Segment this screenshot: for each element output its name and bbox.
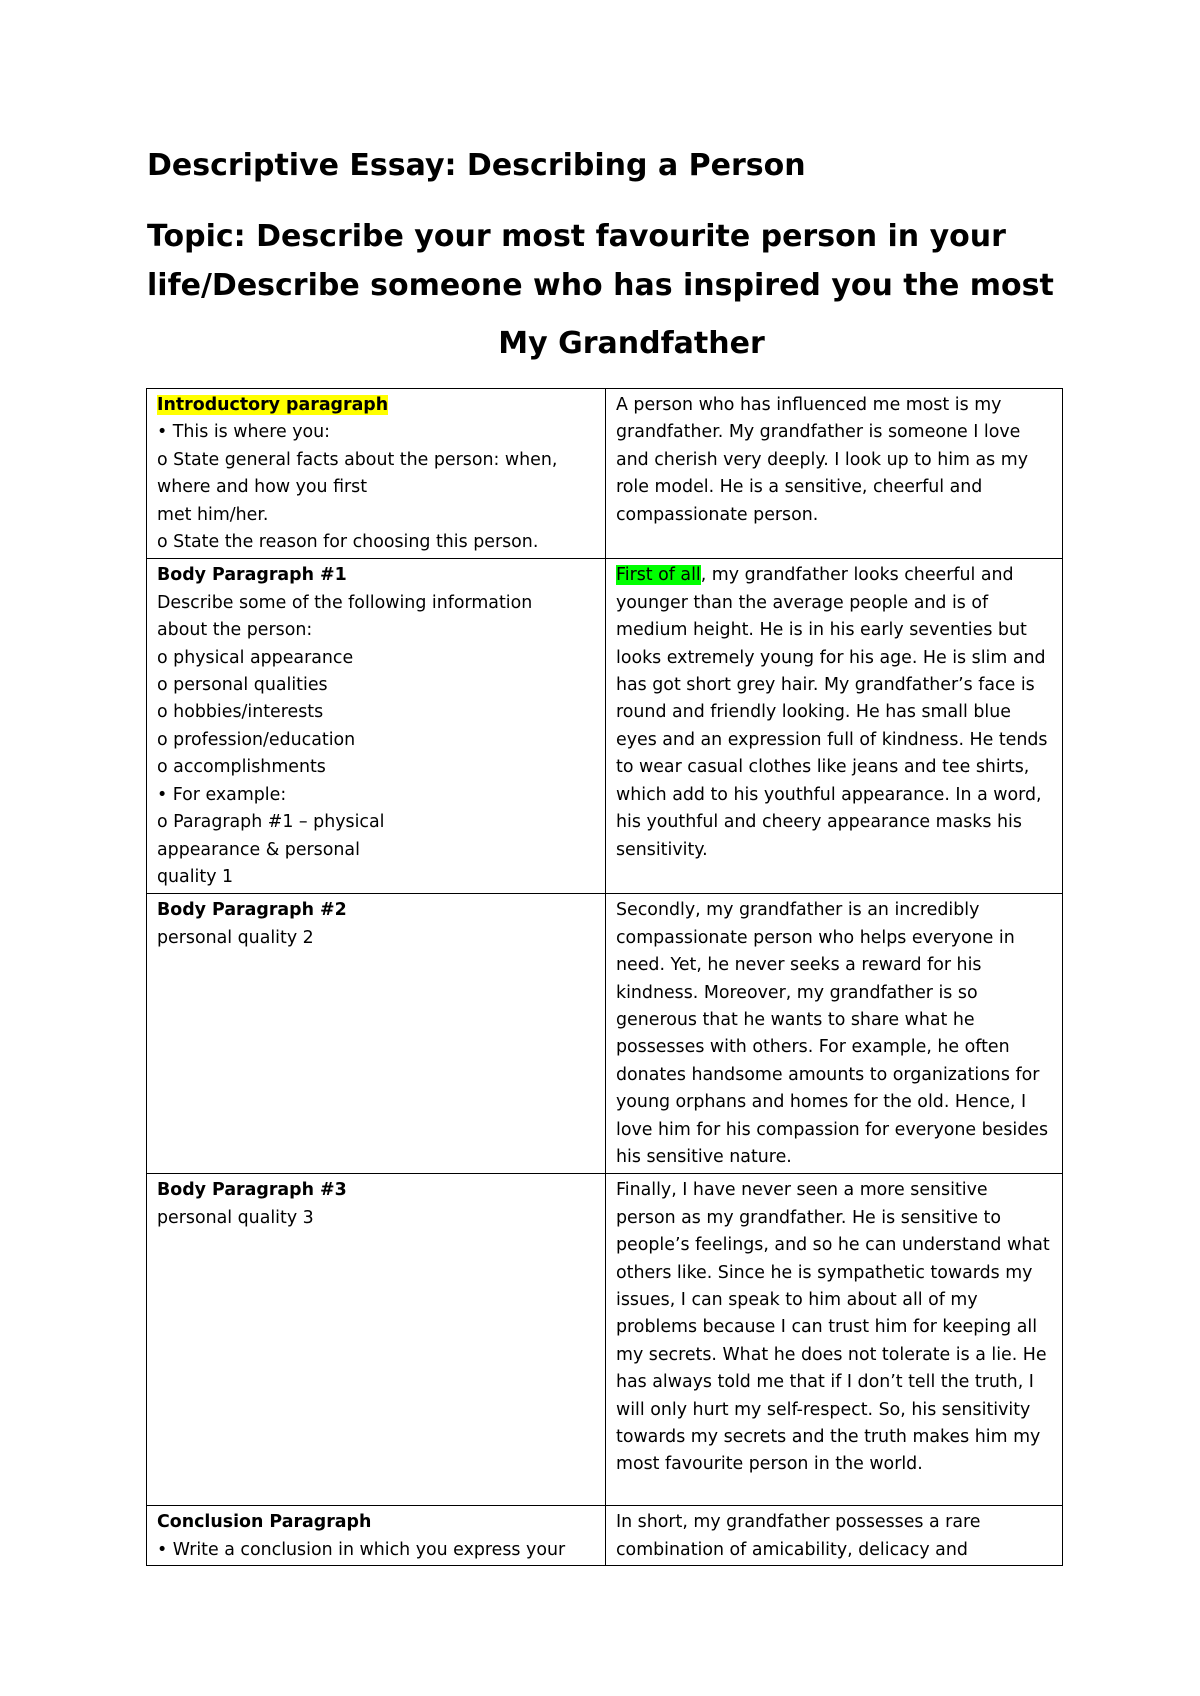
essay-cell bbox=[606, 559, 1063, 894]
guide-line: met him/her. bbox=[157, 504, 269, 525]
guide-line: o physical appearance bbox=[157, 647, 354, 668]
guide-line: o hobbies/interests bbox=[157, 702, 324, 723]
table-row bbox=[147, 1506, 1063, 1566]
guide-line: personal quality 2 bbox=[157, 927, 314, 948]
guide-line: • For example: bbox=[157, 784, 287, 805]
essay-paragraph: , my grandfather looks cheerful and younger than the average people and is of medium height. He is in his early seventies but looks extremely young for his age. He is slim and has got short grey hair. My grandfather’s face is round and friendly looking. He has small blue eyes and an expression full of kindness. He tends to wear casual clothes like jeans and tee shirts, which add to his youthful appearance. In a word, his youthful and cheery appearance masks his sensitivity. bbox=[616, 565, 1048, 860]
table-row bbox=[147, 1174, 1063, 1506]
cell-clip bbox=[616, 1509, 1052, 1563]
guide-line: o State general facts about the person: when, bbox=[157, 449, 558, 470]
guide-line: Describe some of the following information bbox=[157, 592, 533, 613]
guide-line: about the person: bbox=[157, 620, 313, 641]
table-row bbox=[147, 389, 1063, 559]
table-row bbox=[147, 894, 1063, 1174]
section-heading: Body Paragraph #2 bbox=[157, 900, 347, 921]
essay-outline-table bbox=[146, 388, 1063, 1566]
essay-title: My Grandfather bbox=[498, 326, 765, 361]
cell-clip bbox=[157, 1509, 595, 1563]
topic-heading bbox=[147, 212, 1077, 310]
guide-line: o profession/education bbox=[157, 729, 356, 750]
guide-line: appearance & personal bbox=[157, 839, 360, 860]
guide-line: • This is where you: bbox=[157, 422, 331, 443]
guide-line: quality 1 bbox=[157, 866, 234, 887]
topic-line: Topic: Describe your most favourite person in your bbox=[147, 219, 1006, 254]
essay-paragraph: In short, my grandfather possesses a rare combination of amicability, delicacy and bbox=[616, 1512, 981, 1560]
guide-line: personal quality 3 bbox=[157, 1207, 314, 1228]
guide-cell bbox=[147, 1506, 606, 1566]
essay-cell bbox=[606, 894, 1063, 1174]
essay-cell bbox=[606, 1174, 1063, 1506]
guide-line: o personal qualities bbox=[157, 675, 328, 696]
guide-cell bbox=[147, 559, 606, 894]
guide-line: o Paragraph #1 – physical bbox=[157, 812, 385, 833]
guide-cell bbox=[147, 894, 606, 1174]
guide-line: where and how you first bbox=[157, 477, 368, 498]
essay-cell bbox=[606, 1506, 1063, 1566]
guide-cell bbox=[147, 389, 606, 559]
essay-paragraph: Secondly, my grandfather is an incredibly compassionate person who helps everyone in need. Yet, he never seeks a reward for his kindness. Moreover, my grandfather is so generous that he wants to share what he possesses with others. For example, he often donates handsome amounts to organizations for young orphans and homes for the old. Hence, I love him for his compassion for everyone besides his sensitive nature. bbox=[616, 900, 1049, 1167]
essay-cell bbox=[606, 389, 1063, 559]
section-heading: Body Paragraph #3 bbox=[157, 1180, 347, 1201]
essay-paragraph: A person who has influenced me most is my grandfather. My grandfather is someone I love and cherish very deeply. I look up to him as my role model. He is a sensitive, cheerful and compassionate person. bbox=[616, 395, 1028, 525]
section-heading: Introductory paragraph bbox=[157, 395, 389, 415]
guide-line: o accomplishments bbox=[157, 757, 326, 778]
topic-line: life/Describe someone who has inspired you the most bbox=[147, 268, 1054, 303]
section-heading: Body Paragraph #1 bbox=[157, 565, 347, 586]
table-row bbox=[147, 559, 1063, 894]
guide-cell bbox=[147, 1174, 606, 1506]
guide-line: o State the reason for choosing this person. bbox=[157, 532, 539, 553]
section-heading: Conclusion Paragraph bbox=[157, 1512, 372, 1533]
document-title: Descriptive Essay: Describing a Person bbox=[147, 148, 806, 183]
guide-line: • Write a conclusion in which you express your bbox=[157, 1539, 566, 1560]
essay-paragraph: Finally, I have never seen a more sensitive person as my grandfather. He is sensitive to people’s feelings, and so he can understand what others like. Since he is sympathetic towards my issues, I can speak to him about all of my problems because I can trust him for keeping all my secrets. What he does not tolerate is a lie. He has always told me that if I don’t tell the truth, I will only hurt my self-respect. So, his sensitivity towards my secrets and the truth makes him my most favourite person in the world. bbox=[616, 1180, 1050, 1475]
highlighted-phrase: First of all bbox=[616, 565, 701, 586]
